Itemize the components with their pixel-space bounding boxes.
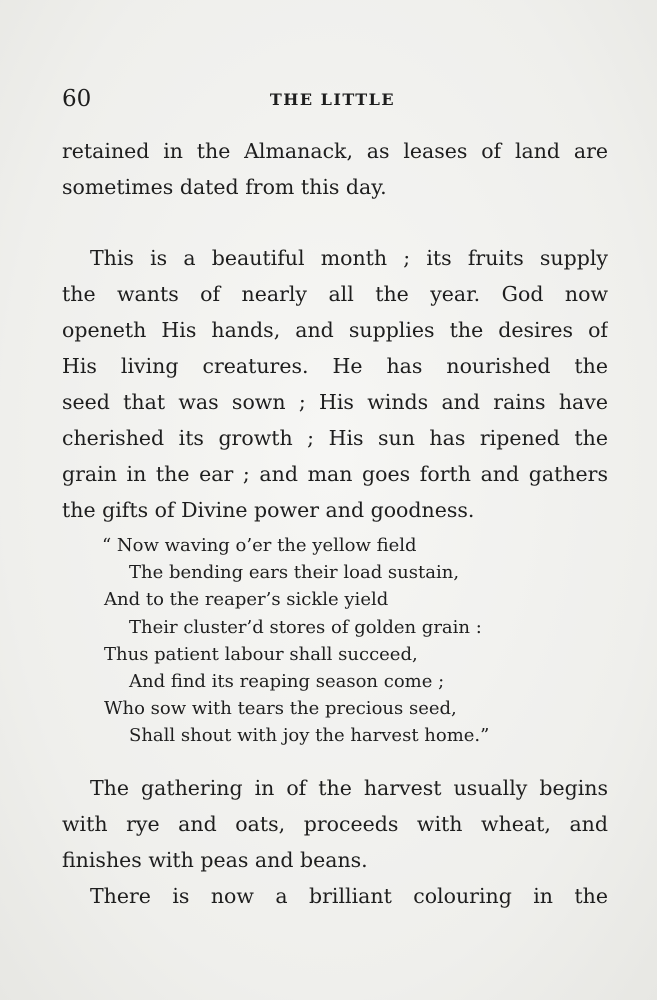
- verse-line: Shall shout with joy the harvest home.”: [129, 725, 490, 747]
- page-number: 60: [62, 86, 92, 112]
- paragraph-colouring: [62, 878, 608, 914]
- paragraph-gathering: [62, 770, 608, 878]
- harvest-verse: [104, 532, 564, 750]
- verse-line: Thus patient labour shall succeed,: [104, 643, 418, 665]
- verse-line: The bending ears their load sustain,: [129, 562, 460, 584]
- text-line: with rye and oats, proceeds with wheat, and: [62, 812, 608, 836]
- text-line: The gathering in of the harvest usually begins: [90, 776, 608, 800]
- verse-line: Who sow with tears the precious seed,: [104, 698, 457, 720]
- text-line: grain in the ear ; and man goes forth and gathers: [62, 462, 608, 486]
- paragraph-beautiful-month: [62, 240, 608, 528]
- text-line: openeth His hands, and supplies the desires of: [62, 318, 608, 342]
- text-line: cherished its growth ; His sun has ripened the: [62, 426, 608, 450]
- text-line: the wants of nearly all the year. God now: [62, 282, 608, 306]
- paragraph-almanack: [62, 133, 608, 205]
- verse-line: And find its reaping season come ;: [129, 671, 445, 693]
- text-line: seed that was sown ; His winds and rains have: [62, 390, 608, 414]
- text-line: This is a beautiful month ; its fruits supply: [90, 246, 608, 270]
- text-line: retained in the Almanack, as leases of land are: [62, 139, 608, 163]
- text-line: finishes with peas and beans.: [62, 848, 368, 872]
- text-line: sometimes dated from this day.: [62, 175, 387, 199]
- text-line: the gifts of Divine power and goodness.: [62, 498, 475, 522]
- text-line: There is now a brilliant colouring in the: [90, 884, 608, 908]
- verse-line: And to the reaper’s sickle yield: [104, 589, 389, 611]
- verse-line: “ Now waving o’er the yellow field: [102, 535, 417, 556]
- running-title: [0, 90, 657, 109]
- verse-line: Their cluster’d stores of golden grain :: [129, 616, 482, 638]
- running-title-text: THE LITTLE: [269, 90, 396, 109]
- text-line: His living creatures. He has nourished the: [62, 354, 608, 378]
